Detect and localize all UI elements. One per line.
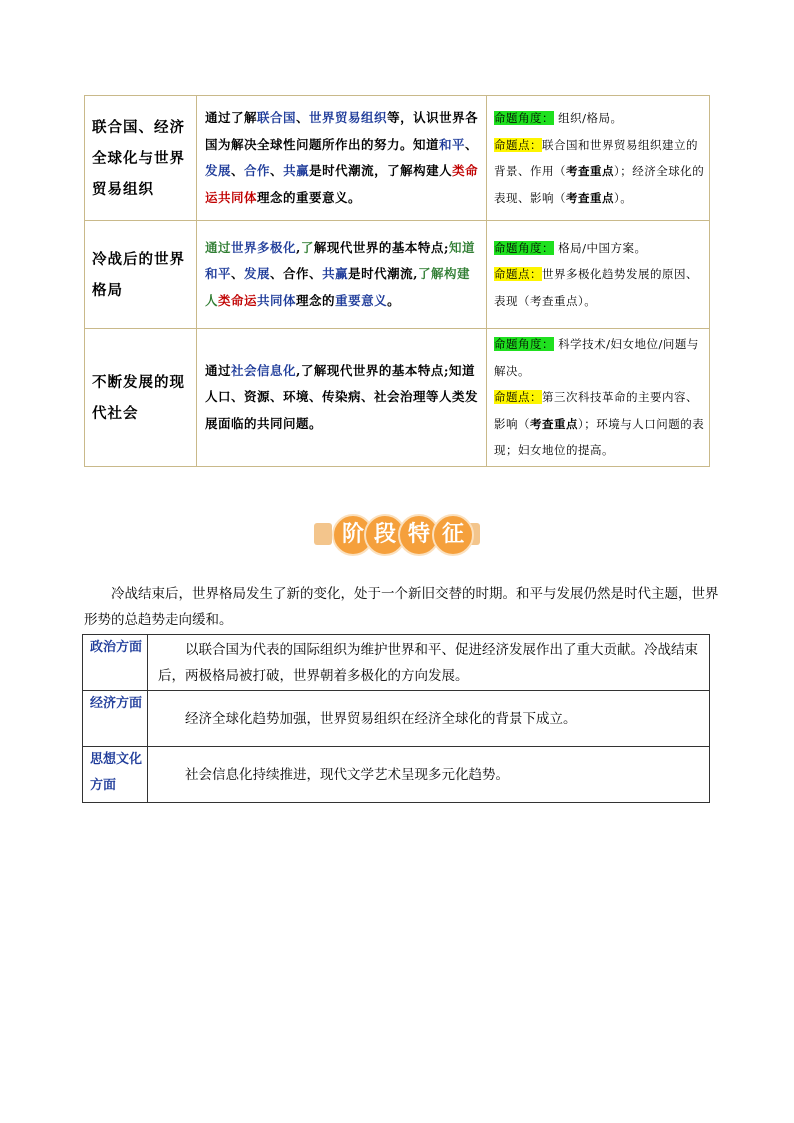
banner-char: 阶	[332, 514, 374, 556]
topic-cell: 不断发展的现代社会	[85, 329, 197, 467]
feature-key: 思想文化方面	[83, 747, 148, 803]
point-line: 命题点：第三次科技革命的主要内容、影响（考查重点）；环境与人口问题的表现；妇女地位的提高。	[494, 390, 705, 458]
section-banner	[314, 511, 480, 561]
requirement-cell: 通过了解联合国、世界贸易组织等，认识世界各国为解决全球性问题所作出的努力。知道和平、发展、合作、共赢是时代潮流，了解构建人类命运共同体理念的重要意义。	[197, 96, 487, 221]
table-row	[85, 329, 710, 467]
angle-line: 命题角度： 格局/中国方案。	[494, 240, 647, 255]
angle-line: 命题角度： 科学技术/妇女地位/问题与解决。	[494, 337, 699, 378]
table-row	[85, 221, 710, 329]
exam-point-cell	[487, 329, 710, 467]
point-line: 命题点：世界多极化趋势发展的原因、表现（考查重点）。	[494, 267, 698, 308]
banner-char: 征	[432, 514, 474, 556]
features-table	[82, 634, 710, 803]
banner-char: 特	[398, 514, 440, 556]
point-line: 命题点：联合国和世界贸易组织建立的背景、作用（考查重点）；经济全球化的表现、影响（考查重点）。	[494, 137, 705, 205]
feature-key: 政治方面	[83, 635, 148, 691]
topic-cell: 冷战后的世界格局	[85, 221, 197, 329]
curriculum-table	[84, 95, 710, 467]
banner-char: 段	[364, 514, 406, 556]
banner-left-ornament	[314, 523, 332, 545]
table-row	[83, 635, 710, 691]
intro-paragraph: 冷战结束后，世界格局发生了新的变化，处于一个新旧交替的时期。和平与发展仍然是时代主题，世界形势的总趋势走向缓和。	[84, 586, 719, 628]
feature-key: 经济方面	[83, 691, 148, 747]
feature-value: 经济全球化趋势加强，世界贸易组织在经济全球化的背景下成立。	[148, 691, 710, 747]
requirement-cell: 通过世界多极化,了解现代世界的基本特点;知道和平、发展、合作、共赢是时代潮流,了解构建人类命运共同体理念的重要意义。	[197, 221, 487, 329]
table-row	[83, 747, 710, 803]
table-row	[83, 691, 710, 747]
angle-line: 命题角度： 组织/格局。	[494, 111, 623, 125]
exam-point-cell	[487, 221, 710, 329]
table-row	[85, 96, 710, 221]
exam-point-cell	[487, 96, 710, 221]
feature-value: 以联合国为代表的国际组织为维护世界和平、促进经济发展作出了重大贡献。冷战结束后，两极格局被打破，世界朝着多极化的方向发展。	[148, 635, 710, 691]
feature-value: 社会信息化持续推进，现代文学艺术呈现多元化趋势。	[148, 747, 710, 803]
requirement-cell: 通过社会信息化,了解现代世界的基本特点;知道人口、资源、环境、传染病、社会治理等人类发展面临的共同问题。	[197, 329, 487, 467]
topic-cell: 联合国、经济全球化与世界贸易组织	[85, 96, 197, 221]
